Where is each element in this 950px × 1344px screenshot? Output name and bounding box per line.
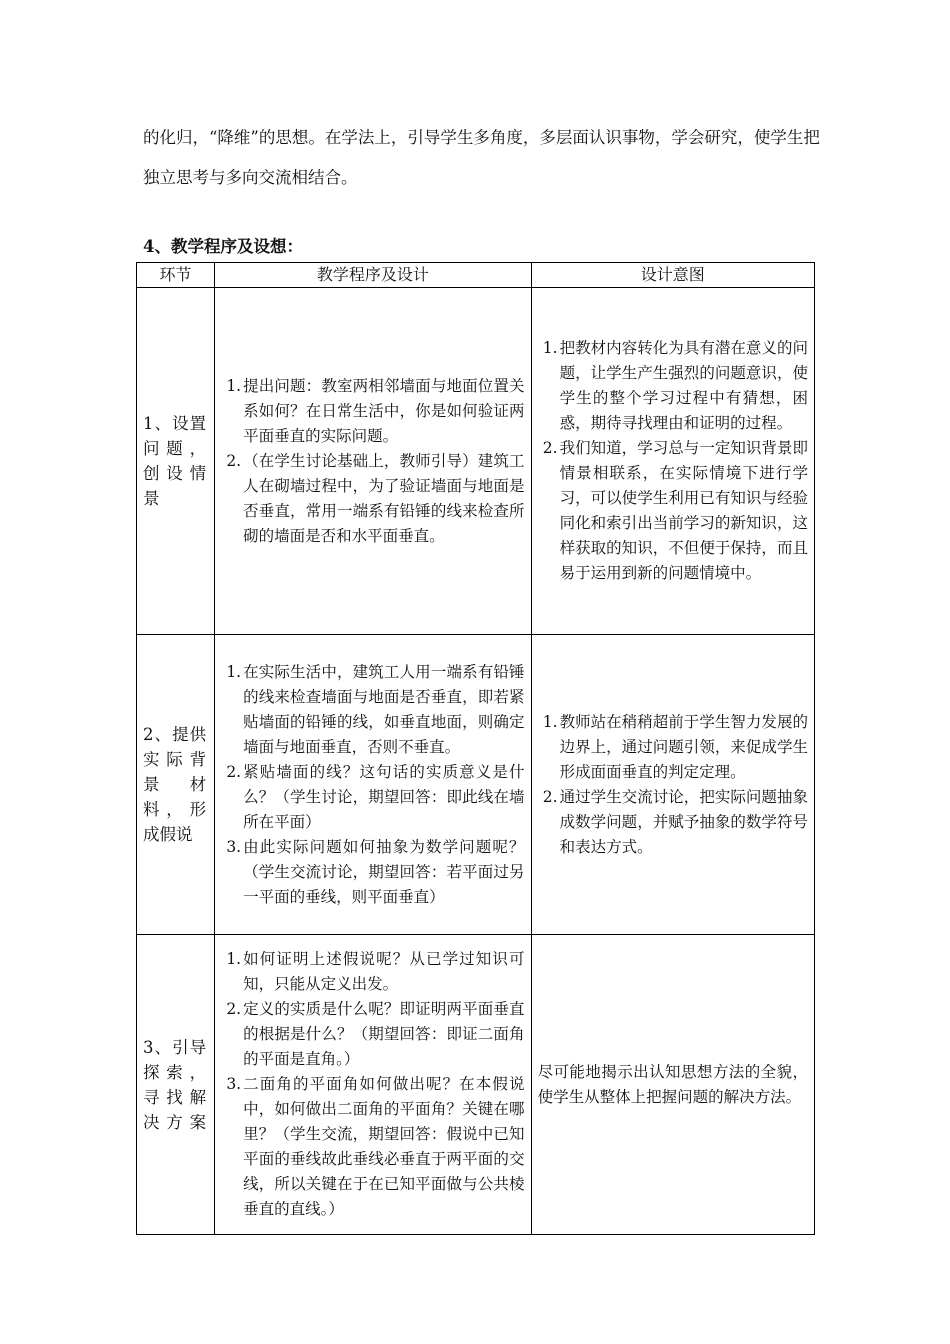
list-item xyxy=(215,835,524,910)
item-text: 我们知道，学习总与一定知识背景即情景相联系，在实际情境下进行学习，可以使学生利用已有知识与经验同化和索引出当前学习的新知识，这样获取的知识，不但便于保持，而且易于运用到新的问题情境中。 xyxy=(559,439,808,582)
intent-cell xyxy=(531,635,814,935)
item-text: 如何证明上述假说呢？从已学过知识可知，只能从定义出发。 xyxy=(243,950,525,993)
stage-line: 景 xyxy=(143,489,160,508)
item-number: 1. xyxy=(226,662,242,681)
item-text: 通过学生交流讨论，把实际问题抽象成数学问题，并赋予抽象的数学符号和表达方式。 xyxy=(559,787,808,856)
item-number: 1. xyxy=(542,712,558,731)
list-item xyxy=(215,374,524,449)
item-number: 1. xyxy=(226,950,242,968)
item-number: 2. xyxy=(226,762,242,781)
list-item xyxy=(215,449,524,549)
list-item xyxy=(215,1072,524,1222)
stage-cell xyxy=(137,935,215,1235)
stage-line: 3、引导 xyxy=(143,1037,207,1057)
stage-line: 创设情 xyxy=(143,464,207,483)
list-item xyxy=(532,785,808,860)
item-number: 2. xyxy=(226,1000,242,1018)
item-text: 提出问题：教室两相邻墙面与地面位置关系如何？在日常生活中，你是如何验证两平面垂直的实际问题。 xyxy=(243,376,525,445)
stage-line: 问题， xyxy=(143,439,207,458)
stage-line: 探索， xyxy=(143,1062,207,1082)
list-item xyxy=(215,947,524,997)
list-item xyxy=(215,760,524,835)
item-text: 由此实际问题如何抽象为数学问题呢？（学生交流讨论，期望回答：若平面过另一平面的垂线，则平面垂直） xyxy=(243,837,525,906)
table-row xyxy=(137,288,815,635)
list-item xyxy=(532,710,808,785)
item-number: 1. xyxy=(226,376,242,395)
header-stage: 环节 xyxy=(137,263,215,288)
list-item xyxy=(215,997,524,1072)
stage-line: 景 材 xyxy=(143,775,207,794)
stage-line: 实际背 xyxy=(143,750,207,769)
table-header-row xyxy=(137,263,815,288)
item-text: 在实际生活中，建筑工人用一端系有铅锤的线来检查墙面与地面是否垂直，即若紧贴墙面的铅锤的线，如垂直地面，则确定墙面与地面垂直，否则不垂直。 xyxy=(243,662,525,756)
header-procedure: 教学程序及设计 xyxy=(215,263,531,288)
procedure-cell xyxy=(215,635,531,935)
stage-line: 成假说 xyxy=(143,825,193,844)
intro-paragraph: 的化归，“降维”的思想。在学法上，引导学生多角度，多层面认识事物，学会研究，使学生把独立思考与多向交流相结合。 xyxy=(143,128,820,187)
item-number: 1. xyxy=(542,339,558,357)
section-title: 4、教学程序及设想： xyxy=(143,237,303,256)
item-text: （在学生讨论基础上，教师引导）建筑工人在砌墙过程中，为了验证墙面与地面是否垂直，常用一端系有铅锤的线来检查所砌的墙面是否和水平面垂直。 xyxy=(243,451,525,545)
list-item xyxy=(215,660,524,760)
procedure-cell xyxy=(215,288,531,635)
stage-cell xyxy=(137,635,215,935)
stage-line: 决方案 xyxy=(143,1112,207,1132)
stage-cell xyxy=(137,288,215,635)
stage-line: 1、设置 xyxy=(143,414,207,433)
item-number: 2. xyxy=(226,451,242,470)
table-row xyxy=(137,935,815,1235)
list-item xyxy=(532,436,808,586)
stage-line: 寻找解 xyxy=(143,1087,207,1107)
table-row xyxy=(137,635,815,935)
item-number: 3. xyxy=(226,837,242,856)
procedure-cell xyxy=(215,935,531,1235)
item-text: 教师站在稍稍超前于学生智力发展的边界上，通过问题引领，来促成学生形成面面垂直的判定定理。 xyxy=(559,712,808,781)
list-item xyxy=(532,336,808,436)
intent-cell xyxy=(531,935,814,1235)
teaching-procedure-table xyxy=(136,262,815,1235)
item-number: 2. xyxy=(542,439,558,457)
item-text: 把教材内容转化为具有潜在意义的问题，让学生产生强烈的问题意识，使学生的整个学习过程中有猜想，困惑，期待寻找理由和证明的过程。 xyxy=(559,339,808,432)
header-intent: 设计意图 xyxy=(531,263,814,288)
item-text: 定义的实质是什么呢？即证明两平面垂直的根据是什么？（期望回答：即证二面角的平面是直角。） xyxy=(243,1000,525,1068)
item-number: 2. xyxy=(542,787,558,806)
stage-line: 料，形 xyxy=(143,800,207,819)
item-text: 二面角的平面角如何做出呢？在本假说中，如何做出二面角的平面角？关键在哪里？（学生交流，期望回答：假说中已知平面的垂线故此垂线必垂直于两平面的交线，所以关键在于在已知平面做与公共棱垂直的直线。） xyxy=(243,1075,525,1218)
stage-line: 2、提供 xyxy=(143,725,207,744)
item-text: 紧贴墙面的线？这句话的实质意义是什么？（学生讨论，期望回答：即此线在墙所在平面） xyxy=(243,762,525,831)
item-number: 3. xyxy=(226,1075,242,1093)
intent-text: 尽可能地揭示出认知思想方法的全貌，使学生从整体上把握问题的解决方法。 xyxy=(537,1062,808,1106)
intent-cell xyxy=(531,288,814,635)
